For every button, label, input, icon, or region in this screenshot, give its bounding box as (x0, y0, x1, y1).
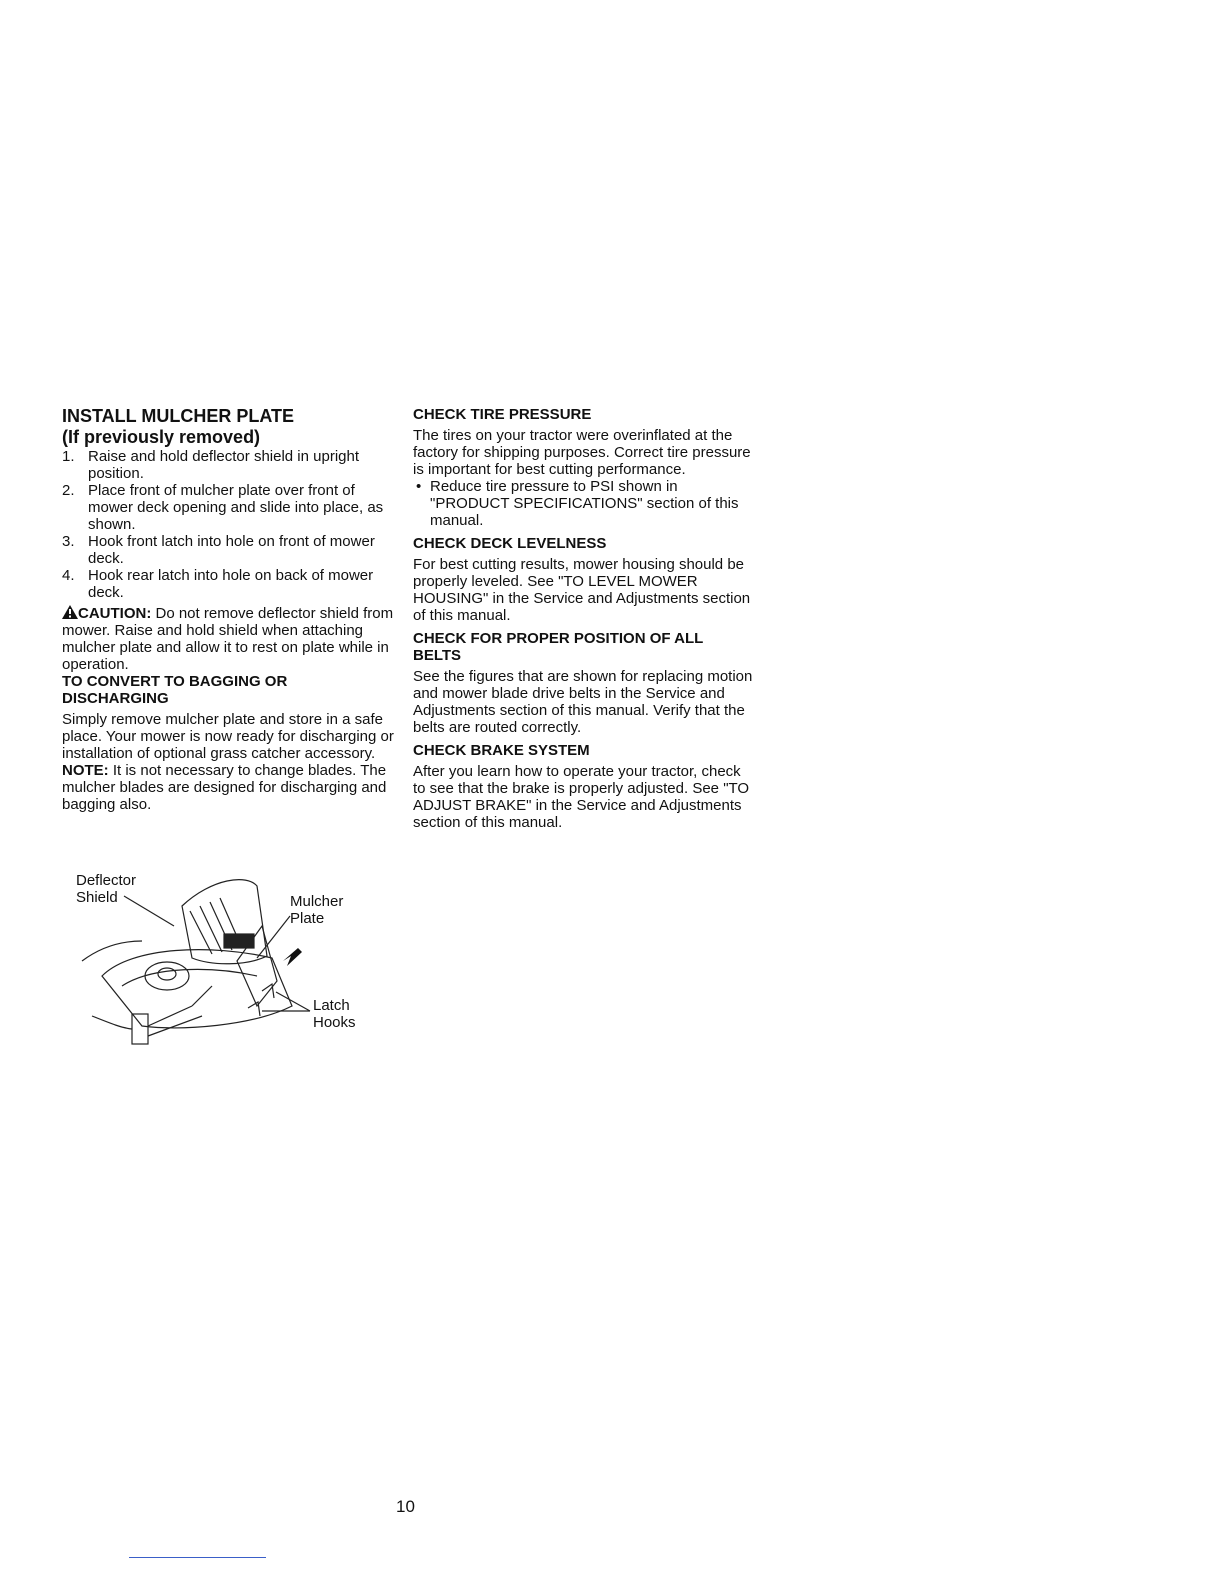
tire-text: The tires on your tractor were overinflated at the factory for shipping purposes. Correct tire pressure is important for best cutting performance. (413, 427, 751, 478)
caution-text: Do not remove deflector shield from mower. Raise and hold shield when attaching mulcher plate and allow it to rest on plate while in operation. (62, 605, 394, 673)
step-text: Hook front latch into hole on front of mower deck. (88, 533, 375, 567)
label-mulcher-line1: Mulcher (290, 893, 344, 910)
brake-text: After you learn how to operate your tractor, check to see that the brake is properly adjusted. See "TO ADJUST BRAKE" in the Service and Adjustments section of this manual. (413, 763, 750, 831)
list-item: 3. Hook front latch into hole on front of mower deck. (62, 533, 375, 567)
note-text: It is not necessary to change blades. The mulcher blades are designed for discharging and bagging also. (62, 762, 387, 813)
heading-check-belts: CHECK FOR PROPER POSITION OF ALL BELTS (413, 630, 704, 664)
convert-text: Simply remove mulcher plate and store in a safe place. Your mower is now ready for discharging or installation of optional grass catcher accessory. (62, 711, 394, 762)
section-title-install-mulcher: INSTALL MULCHER PLATE (62, 406, 294, 426)
section-subtitle-previously-removed: (If previously removed) (62, 427, 261, 447)
caution-label: CAUTION: (78, 605, 152, 622)
tire-bullet-text: Reduce tire pressure to PSI shown in "PRODUCT SPECIFICATIONS" section of this manual. (430, 478, 739, 529)
note-paragraph (62, 762, 396, 813)
install-steps-list (62, 448, 396, 601)
right-column (413, 406, 753, 831)
deck-text: For best cutting results, mower housing should be properly leveled. See "TO LEVEL MOWER HOUSING" in the Service and Adjustments section of this manual. (413, 556, 751, 624)
left-column (62, 406, 396, 813)
insertion-arrow-icon (283, 948, 302, 966)
label-mulcher-line2: Plate (290, 910, 325, 927)
belts-text: See the figures that are shown for replacing motion and mower blade drive belts in the Service and Adjustments section of this manual. Verify that the belts are routed correctly. (413, 668, 753, 736)
list-item: 4. Hook rear latch into hole on back of mower deck. (62, 567, 374, 601)
list-item: 2. Place front of mulcher plate over front of mower deck opening and slide into place, as shown. (62, 482, 384, 533)
bullet-icon: • (416, 478, 422, 495)
label-latch-line2: Hooks (313, 1014, 356, 1031)
list-item (413, 478, 753, 529)
heading-check-tire-pressure: CHECK TIRE PRESSURE (413, 406, 592, 423)
step-text: Raise and hold deflector shield in upright position. (88, 448, 360, 482)
tire-bullet-list (413, 478, 753, 529)
label-latch-line1: Latch (313, 997, 350, 1014)
heading-check-brake-system: CHECK BRAKE SYSTEM (413, 742, 590, 759)
mulcher-plate-figure (62, 866, 396, 1066)
note-label: NOTE: (62, 762, 109, 779)
label-deflector-line1: Deflector (76, 872, 137, 889)
heading-convert-bagging: TO CONVERT TO BAGGING OR DISCHARGING (62, 673, 288, 707)
footer-divider (129, 1557, 266, 1558)
step-text: Hook rear latch into hole on back of mower deck. (88, 567, 374, 601)
step-text: Place front of mulcher plate over front of mower deck opening and slide into place, as shown. (88, 482, 384, 533)
page-number: 10 (396, 1497, 415, 1516)
heading-check-deck-levelness: CHECK DECK LEVELNESS (413, 535, 607, 552)
label-deflector-line2: Shield (76, 889, 118, 906)
caution-paragraph (62, 605, 396, 673)
warning-triangle-icon (62, 605, 78, 619)
list-item: 1. Raise and hold deflector shield in upright position. (62, 448, 360, 482)
